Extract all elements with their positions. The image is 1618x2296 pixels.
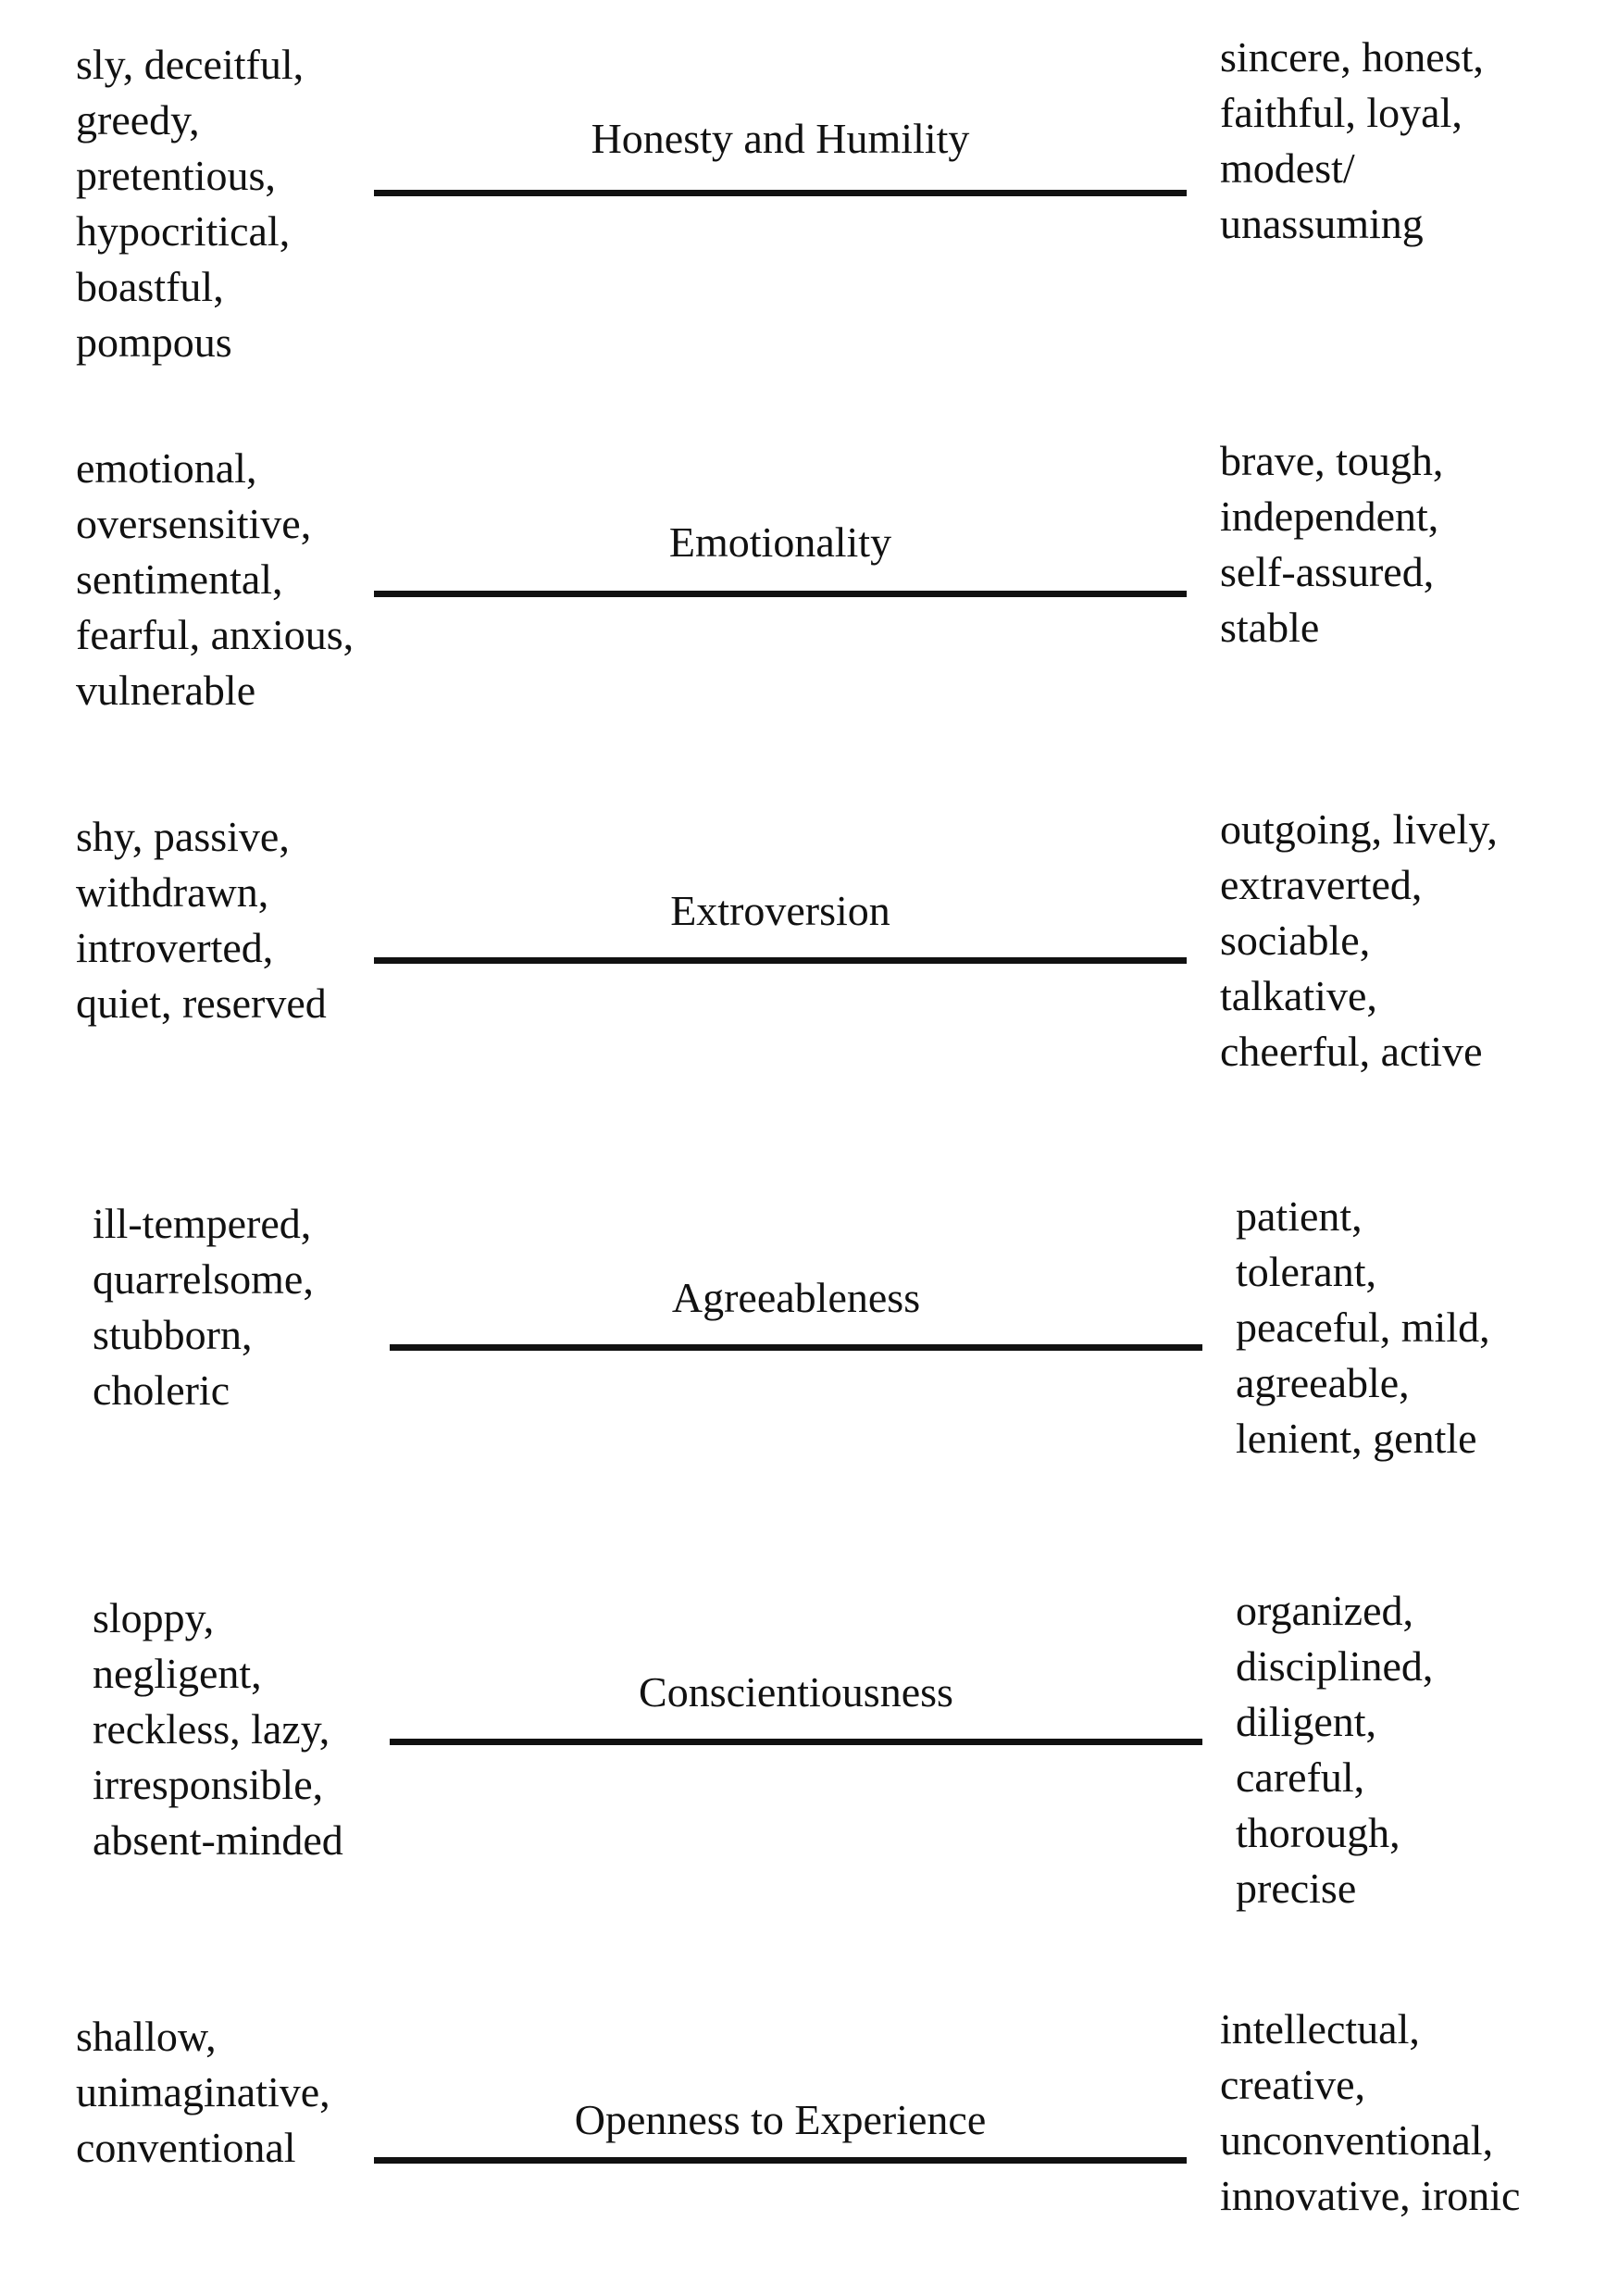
trait-item: absent-minded xyxy=(93,1816,343,1864)
high-pole-traits xyxy=(1236,1189,1490,1466)
trait-item: talkative, xyxy=(1220,972,1377,1019)
low-pole-traits xyxy=(76,809,327,1031)
trait-item: shallow, xyxy=(76,2013,217,2060)
trait-item: pompous xyxy=(76,318,232,366)
trait-item: negligent, xyxy=(93,1650,262,1697)
high-pole-traits xyxy=(1220,30,1484,252)
trait-item: shy, passive, xyxy=(76,813,290,860)
trait-item: oversensitive, xyxy=(76,500,312,547)
spectrum-line xyxy=(374,591,1187,597)
trait-item: withdrawn, xyxy=(76,868,269,916)
trait-item: sloppy, xyxy=(93,1594,215,1641)
trait-item: cheerful, active xyxy=(1220,1028,1483,1075)
low-pole-traits xyxy=(76,2009,330,2176)
trait-item: peaceful, mild, xyxy=(1236,1304,1490,1351)
trait-item: sincere, honest, xyxy=(1220,33,1484,81)
trait-item: unassuming xyxy=(1220,200,1424,247)
trait-item: patient, xyxy=(1236,1192,1363,1240)
trait-item: quiet, reserved xyxy=(76,980,327,1027)
trait-item: careful, xyxy=(1236,1753,1365,1801)
trait-item: choleric xyxy=(93,1366,230,1414)
low-pole-traits xyxy=(93,1591,343,1868)
spectrum-line xyxy=(374,2157,1187,2164)
trait-item: outgoing, lively, xyxy=(1220,805,1498,853)
low-pole-traits xyxy=(93,1196,314,1418)
low-pole-traits xyxy=(76,441,354,718)
trait-item: sly, deceitful, xyxy=(76,41,305,88)
trait-item: extraverted, xyxy=(1220,861,1423,908)
trait-item: organized, xyxy=(1236,1587,1414,1634)
trait-item: intellectual, xyxy=(1220,2005,1420,2053)
trait-item: creative, xyxy=(1220,2061,1366,2108)
high-pole-traits xyxy=(1220,2002,1520,2224)
trait-item: pretentious, xyxy=(76,152,276,199)
trait-item: stable xyxy=(1220,604,1320,651)
trait-item: independent, xyxy=(1220,493,1439,540)
trait-item: faithful, loyal, xyxy=(1220,89,1462,136)
trait-item: agreeable, xyxy=(1236,1359,1410,1406)
trait-item: quarrelsome, xyxy=(93,1255,314,1303)
dimension-title: Agreeableness xyxy=(671,1274,921,1321)
dimension-title: Conscientiousness xyxy=(639,1668,953,1716)
trait-item: lenient, gentle xyxy=(1236,1415,1477,1462)
trait-item: self-assured, xyxy=(1220,548,1435,595)
low-pole-traits xyxy=(76,37,304,370)
dimension-title: Openness to Experience xyxy=(574,2096,987,2143)
high-pole-traits xyxy=(1220,802,1498,1079)
trait-item: brave, tough, xyxy=(1220,437,1444,484)
trait-item: sentimental, xyxy=(76,555,283,603)
dimension-title: Emotionality xyxy=(668,518,892,566)
trait-item: hypocritical, xyxy=(76,207,291,255)
trait-item: sociable, xyxy=(1220,917,1371,964)
trait-item: irresponsible, xyxy=(93,1761,324,1808)
trait-item: conventional xyxy=(76,2124,296,2171)
trait-item: modest/ xyxy=(1220,144,1355,192)
trait-item: disciplined, xyxy=(1236,1642,1434,1690)
spectrum-line xyxy=(390,1739,1202,1745)
trait-item: fearful, anxious, xyxy=(76,611,355,658)
trait-item: ill-tempered, xyxy=(93,1200,312,1247)
trait-item: tolerant, xyxy=(1236,1248,1376,1295)
trait-item: stubborn, xyxy=(93,1311,253,1358)
trait-item: innovative, ironic xyxy=(1220,2172,1521,2219)
trait-item: boastful, xyxy=(76,263,224,310)
dimension-title: Honesty and Humility xyxy=(591,115,970,162)
trait-item: unimaginative, xyxy=(76,2068,330,2115)
trait-item: greedy, xyxy=(76,96,200,144)
trait-item: reckless, lazy, xyxy=(93,1705,330,1753)
trait-item: precise xyxy=(1236,1865,1357,1912)
spectrum-line xyxy=(374,957,1187,964)
spectrum-line xyxy=(374,190,1187,196)
trait-item: diligent, xyxy=(1236,1698,1377,1745)
dimension-title: Extroversion xyxy=(670,887,890,934)
trait-item: introverted, xyxy=(76,924,274,971)
high-pole-traits xyxy=(1220,433,1443,655)
trait-item: emotional, xyxy=(76,444,257,492)
trait-item: vulnerable xyxy=(76,667,256,714)
spectrum-line xyxy=(390,1344,1202,1351)
trait-item: unconventional, xyxy=(1220,2116,1494,2164)
trait-item: thorough, xyxy=(1236,1809,1400,1856)
high-pole-traits xyxy=(1236,1583,1433,1916)
